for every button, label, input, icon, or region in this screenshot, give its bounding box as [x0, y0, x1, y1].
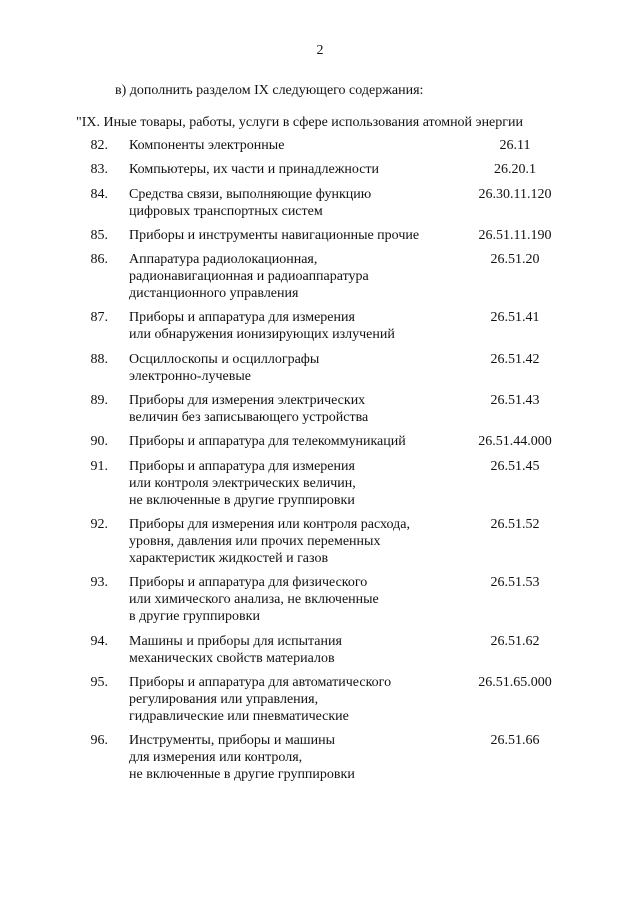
item-name: Приборы и аппаратура для физического или химического анализа, не включенные в другие группировки: [129, 575, 379, 625]
item-number: 88.: [90, 351, 108, 367]
item-code: 26.20.1: [494, 162, 536, 178]
list-item: [0, 574, 640, 632]
item-number: 83.: [90, 162, 108, 178]
item-name: Аппаратура радиолокационная, радионавигационная и радиоаппаратура дистанционного управления: [129, 252, 369, 302]
list-item: [0, 251, 640, 309]
item-name: Приборы и аппаратура для измерения или контроля электрических величин, не включенные в другие группировки: [129, 458, 356, 508]
section-heading: "IX. Иные товары, работы, услуги в сфере использования атомной энергии: [76, 115, 523, 130]
item-number: 94.: [90, 633, 108, 649]
item-name: Инструменты, приборы и машины для измерения или контроля, не включенные в другие группировки: [129, 733, 355, 783]
item-code: 26.51.43: [490, 393, 540, 409]
item-code: 26.51.11.190: [478, 227, 552, 243]
list-item: [0, 732, 640, 790]
item-code: 26.51.20: [490, 252, 540, 268]
item-number: 84.: [90, 186, 108, 202]
item-number: 85.: [90, 227, 108, 243]
item-code: 26.11: [499, 138, 531, 153]
list-item: [0, 516, 640, 574]
item-name: Приборы для измерения или контроля расхода, уровня, давления или прочих переменных характеристик жидкостей и газов: [129, 516, 410, 566]
item-number: 90.: [90, 434, 108, 450]
list-item: [0, 309, 640, 350]
list-item: [0, 227, 640, 251]
item-number: 95.: [90, 674, 108, 690]
item-code: 26.30.11.120: [478, 186, 552, 202]
item-number: 82.: [90, 138, 108, 153]
list-item: [0, 351, 640, 392]
list-item: [0, 433, 640, 457]
list-item: [0, 186, 640, 227]
list-item: [0, 633, 640, 674]
list-item: [0, 392, 640, 433]
item-code: 26.51.66: [490, 733, 540, 749]
item-name: Приборы для измерения электрических величин без записывающего устройства: [129, 393, 369, 426]
item-code: 26.51.44.000: [478, 434, 552, 450]
item-name: Машины и приборы для испытания механических свойств материалов: [129, 633, 342, 666]
list-item: [0, 458, 640, 516]
item-number: 86.: [90, 252, 108, 268]
page-number: 2: [316, 43, 324, 58]
item-name: Приборы и аппаратура для автоматического регулирования или управления, гидравлические или пневматические: [129, 674, 392, 724]
item-number: 89.: [90, 393, 108, 409]
item-number: 91.: [90, 458, 108, 474]
item-code: 26.51.62: [490, 633, 540, 649]
item-name: Приборы и инструменты навигационные прочие: [129, 227, 420, 243]
item-name: Компоненты электронные: [129, 138, 285, 153]
item-code: 26.51.65.000: [478, 674, 552, 690]
item-code: 26.51.45: [490, 458, 540, 474]
item-number: 93.: [90, 575, 108, 591]
list-item: [0, 161, 640, 185]
intro-text: в) дополнить разделом IX следующего содержания:: [115, 83, 424, 98]
item-number: 96.: [90, 733, 108, 749]
item-number: 87.: [90, 310, 108, 326]
item-name: Компьютеры, их части и принадлежности: [129, 162, 380, 178]
item-name: Осциллоскопы и осциллографы электронно-лучевые: [129, 351, 320, 384]
item-number: 92.: [90, 516, 108, 532]
list-item: [0, 674, 640, 732]
item-name: Приборы и аппаратура для измерения или обнаружения ионизирующих излучений: [129, 310, 395, 343]
items-list: [0, 137, 640, 790]
item-code: 26.51.53: [490, 575, 540, 591]
list-item: [0, 137, 640, 161]
item-code: 26.51.52: [490, 516, 540, 532]
item-name: Средства связи, выполняющие функцию цифровых транспортных систем: [129, 186, 372, 219]
item-name: Приборы и аппаратура для телекоммуникаций: [129, 434, 406, 450]
item-code: 26.51.41: [490, 310, 540, 326]
item-code: 26.51.42: [490, 351, 540, 367]
